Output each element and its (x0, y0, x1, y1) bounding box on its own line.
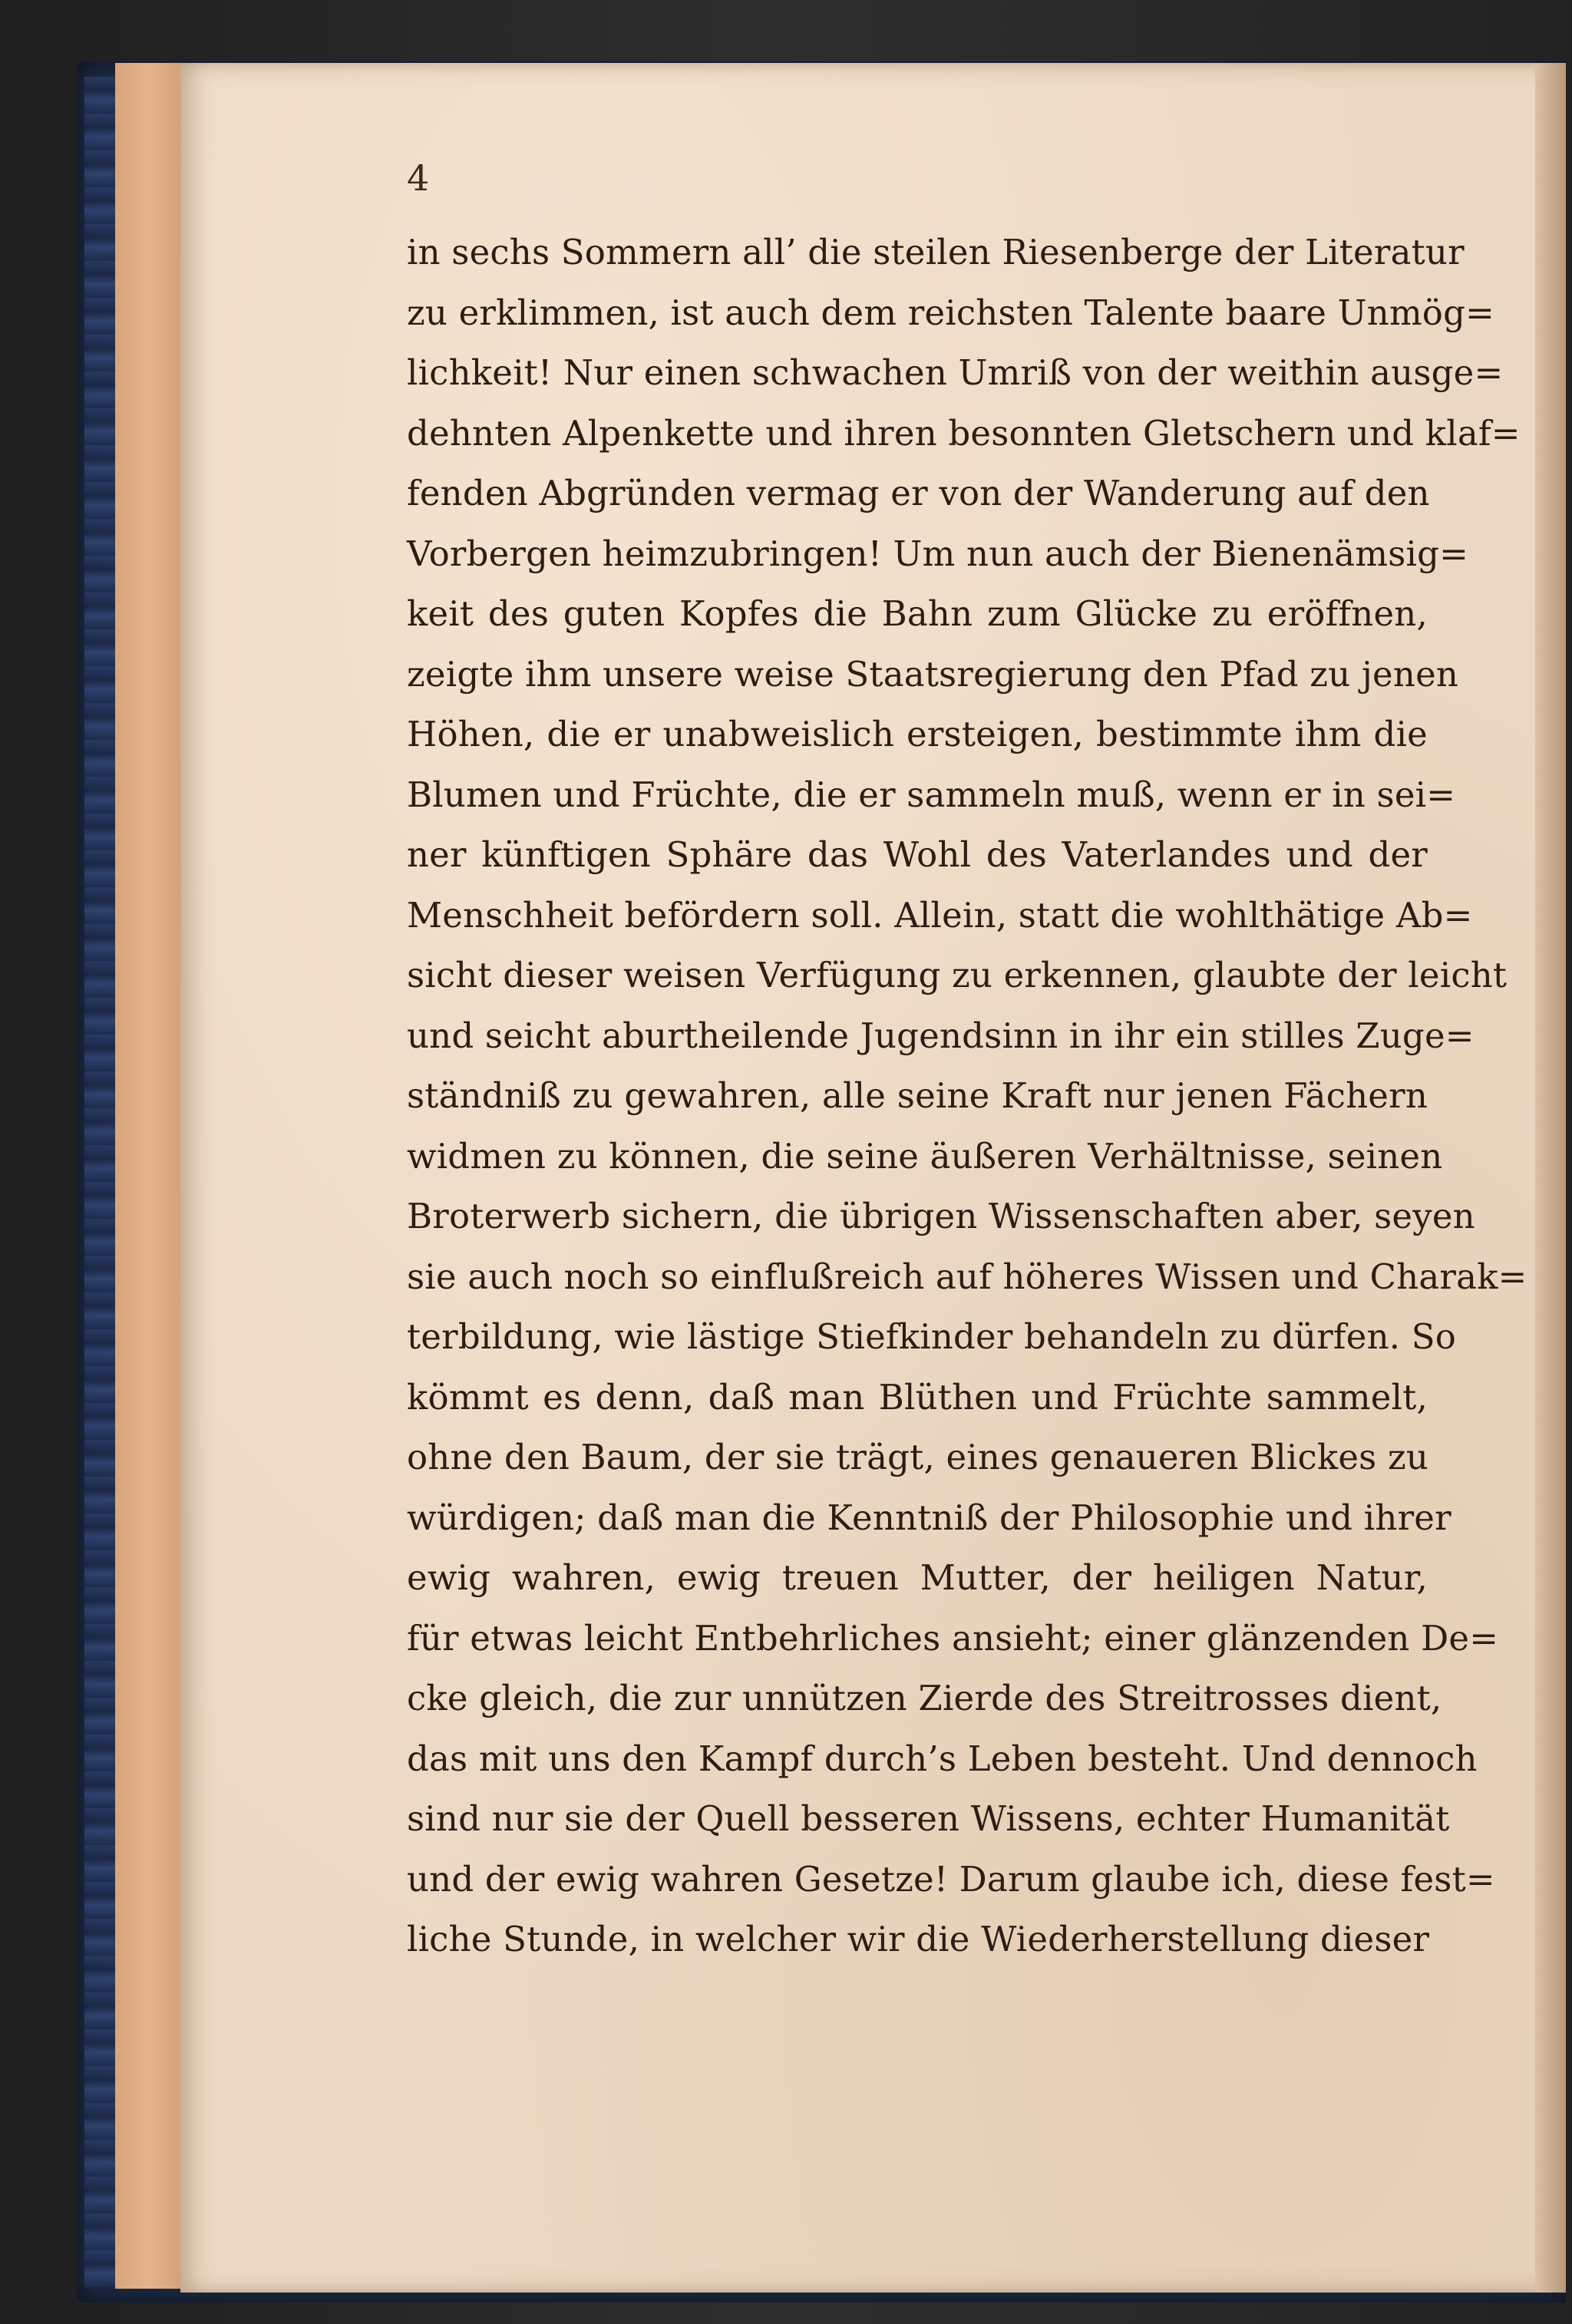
page-edge (1535, 63, 1566, 2293)
text-line: lichkeit! Nur einen schwachen Umriß von der weithin ausge= (407, 352, 1504, 393)
text-line: das mit uns den Kampf durch’s Leben besteht. Und dennoch (407, 1738, 1478, 1779)
text-line: und seicht aburtheilende Jugendsinn in ihr ein stilles Zuge= (407, 1015, 1475, 1056)
text-line: sie auch noch so einflußreich auf höheres Wissen und Charak= (407, 1256, 1527, 1297)
text-line: ner künftigen Sphäre das Wohl des Vaterlandes und der (407, 834, 1428, 875)
endpaper-strip (115, 63, 186, 2289)
text-line: für etwas leicht Entbehrliches ansieht; einer glänzenden De= (407, 1617, 1499, 1659)
text-line: cke gleich, die zur unnützen Zierde des Streitrosses dient, (407, 1678, 1442, 1718)
text-line: liche Stunde, in welcher wir die Wiederherstellung dieser (407, 1919, 1430, 1959)
text-line: terbildung, wie lästige Stiefkinder behandeln zu dürfen. So (407, 1316, 1457, 1357)
text-line: dehnten Alpenkette und ihren besonnten Gletschern und klaf= (407, 412, 1521, 454)
text-line: Menschheit befördern soll. Allein, statt die wohlthätige Ab= (407, 894, 1473, 936)
body-text (407, 223, 1527, 1970)
text-line: Vorbergen heimzubringen! Um nun auch der Bienenämsig= (407, 533, 1468, 574)
text-line: keit des guten Kopfes die Bahn zum Glücke zu eröffnen, (407, 593, 1428, 634)
page-number: 4 (407, 157, 430, 199)
text-line: Höhen, die er unabweislich ersteigen, bestimmte ihm die (407, 714, 1428, 754)
text-line: ständniß zu gewahren, alle seine Kraft nur jenen Fächern (407, 1075, 1428, 1116)
text-line: widmen zu können, die seine äußeren Verhältnisse, seinen (407, 1135, 1443, 1177)
text-line: Blumen und Früchte, die er sammeln muß, wenn er in sei= (407, 774, 1456, 815)
text-line: in sechs Sommern all’ die steilen Riesenberge der Literatur (407, 232, 1465, 272)
text-line: würdigen; daß man die Kenntniß der Philosophie und ihrer (407, 1497, 1451, 1538)
text-line: Broterwerb sichern, die übrigen Wissenschaften aber, seyen (407, 1196, 1475, 1236)
text-line: fenden Abgründen vermag er von der Wanderung auf den (407, 473, 1430, 513)
text-line: sind nur sie der Quell besseren Wissens, echter Humanität (407, 1798, 1450, 1839)
text-line: ohne den Baum, der sie trägt, eines genaueren Blickes zu (407, 1437, 1429, 1477)
text-line: kömmt es denn, daß man Blüthen und Früchte sammelt, (407, 1376, 1428, 1418)
text-line: zu erklimmen, ist auch dem reichsten Talente baare Unmög= (407, 292, 1495, 333)
text-line: und der ewig wahren Gesetze! Darum glaube ich, diese fest= (407, 1858, 1495, 1900)
text-line: zeigte ihm unsere weise Staatsregierung den Pfad zu jenen (407, 653, 1459, 695)
text-line: ewig wahren, ewig treuen Mutter, der heiligen Natur, (407, 1557, 1428, 1598)
text-line: sicht dieser weisen Verfügung zu erkennen, glaubte der leicht (407, 955, 1508, 995)
